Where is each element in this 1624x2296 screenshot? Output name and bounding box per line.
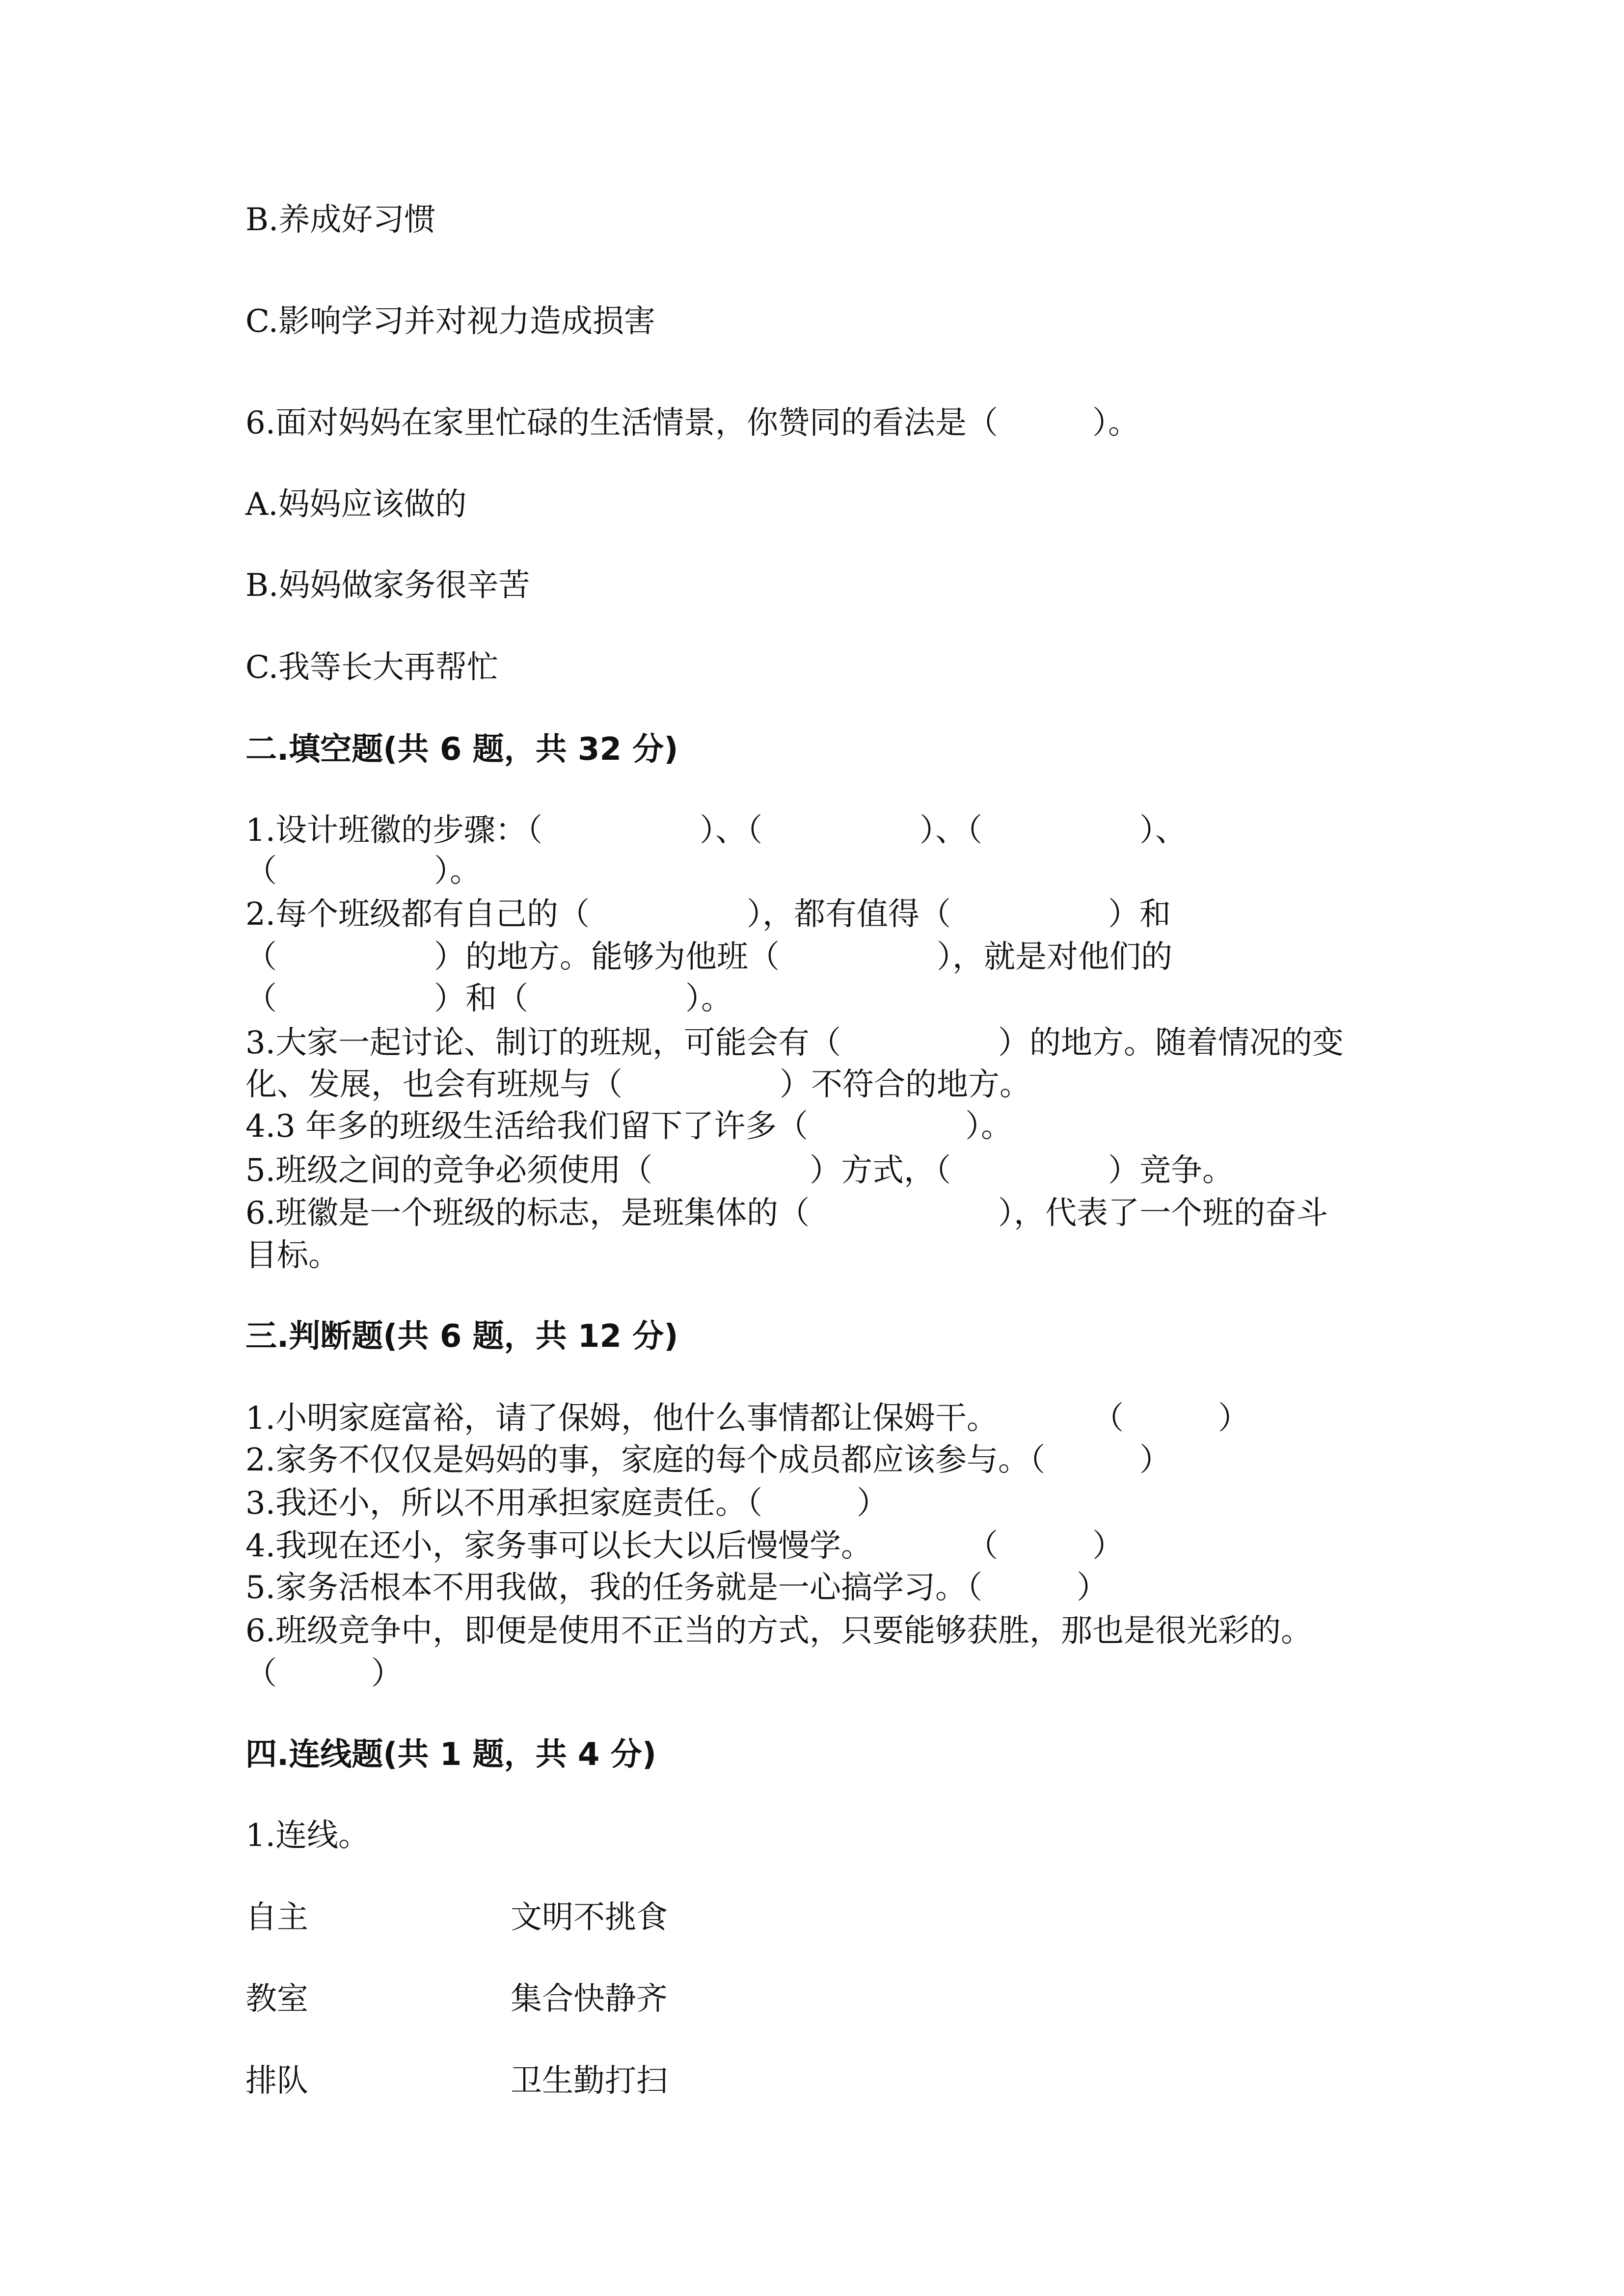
section-2-line: 2.每个班级都有自己的（ ），都有值得（ ）和 — [245, 896, 1171, 933]
section-3-line: （ ） — [245, 1655, 403, 1692]
option-5c: C.影响学习并对视力造成损害 — [245, 303, 656, 340]
section-3-line: 4.我现在还小，家务事可以长大以后慢慢学。 （ ） — [245, 1528, 1124, 1564]
section-2-line: 1.设计班徽的步骤：（ ）、（ ）、（ ）、 — [245, 812, 1187, 849]
section-2-line: 化、发展，也会有班规与（ ）不符合的地方。 — [245, 1067, 1031, 1103]
section-3-line: 6.班级竞争中，即便是使用不正当的方式，只要能够获胜，那也是很光彩的。 — [245, 1613, 1313, 1649]
section-2-line: 目标。 — [245, 1237, 340, 1274]
option-6c: C.我等长大再帮忙 — [245, 649, 499, 686]
option-5b: B.养成好习惯 — [245, 202, 436, 238]
section-2-line: 3.大家一起讨论、制订的班规，可能会有（ ）的地方。随着情况的变 — [245, 1025, 1344, 1061]
section-2-line: 5.班级之间的竞争必须使用（ ）方式，（ ）竞争。 — [245, 1152, 1234, 1189]
option-6a: A.妈妈应该做的 — [245, 486, 467, 523]
section-3-line: 3.我还小，所以不用承担家庭责任。（ ） — [245, 1485, 889, 1522]
section-3-line: 2.家务不仅仅是妈妈的事，家庭的每个成员都应该参与。（ ） — [245, 1442, 1171, 1478]
option-6b: B.妈妈做家务很辛苦 — [245, 567, 530, 604]
question-6-stem: 6.面对妈妈在家里忙碌的生活情景，你赞同的看法是（ ）。 — [245, 405, 1140, 441]
section-2-heading: 二.填空题(共 6 题，共 32 分) — [245, 731, 678, 768]
section-2-line: 4.3 年多的班级生活给我们留下了许多（ ）。 — [245, 1108, 1013, 1145]
section-2-line: （ ）和（ ）。 — [245, 981, 732, 1017]
match-left-item: 排队 — [245, 2063, 308, 2099]
match-left-item: 教室 — [245, 1981, 308, 2017]
section-4-heading: 四.连线题(共 1 题，共 4 分) — [245, 1736, 656, 1773]
section-2-line: （ ）。 — [245, 853, 481, 889]
section-2-line: 6.班徽是一个班级的标志，是班集体的（ ），代表了一个班的奋斗 — [245, 1195, 1328, 1231]
section-3-heading: 三.判断题(共 6 题，共 12 分) — [245, 1318, 678, 1355]
question-4-1: 1.连线。 — [245, 1817, 370, 1854]
match-right-item: 集合快静齐 — [511, 1981, 668, 2017]
section-2-line: （ ）的地方。能够为他班（ ），就是对他们的 — [245, 939, 1172, 975]
match-right-item: 卫生勤打扫 — [511, 2063, 668, 2099]
section-3-line: 5.家务活根本不用我做，我的任务就是一心搞学习。（ ） — [245, 1570, 1109, 1606]
match-left-item: 自主 — [245, 1899, 308, 1936]
section-3-line: 1.小明家庭富裕，请了保姆，他什么事情都让保姆干。 （ ） — [245, 1400, 1250, 1437]
match-right-item: 文明不挑食 — [511, 1899, 668, 1936]
